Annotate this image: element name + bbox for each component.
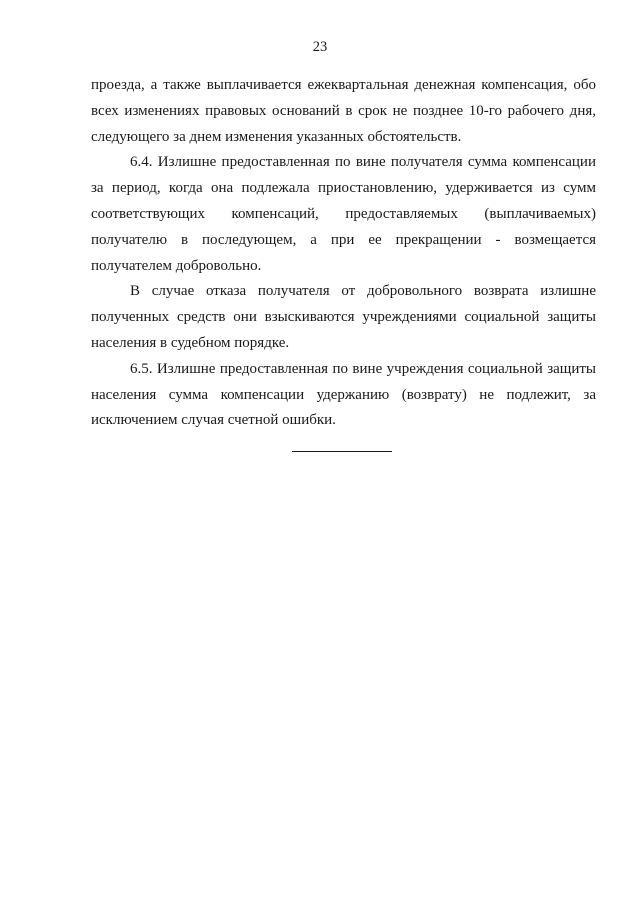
text-line: получателю в последующем, а при ее прекращении - возмещается: [91, 231, 596, 248]
text-line: за период, когда она подлежала приостановлению, удерживается из сумм: [91, 180, 596, 197]
text-line: всех изменениях правовых оснований в срок не позднее 10-го рабочего дня,: [91, 102, 596, 119]
text-line: 6.4. Излишне предоставленная по вине получателя сумма компенсации: [130, 154, 596, 171]
text-line: исключением случая счетной ошибки.: [91, 412, 336, 429]
text-line: 6.5. Излишне предоставленная по вине учреждения социальной защиты: [130, 360, 596, 377]
text-line: соответствующих компенсаций, предоставляемых (выплачиваемых): [91, 205, 596, 222]
text-line: полученных средств они взыскиваются учреждениями социальной защиты: [91, 309, 596, 326]
text-line: населения сумма компенсации удержанию (возврату) не подлежит, за: [91, 386, 596, 403]
text-line: населения в судебном порядке.: [91, 334, 290, 351]
end-of-document-rule: [292, 451, 392, 452]
text-line: следующего за днем изменения указанных обстоятельств.: [91, 128, 462, 145]
text-line: получателем добровольно.: [91, 257, 262, 274]
text-line: проезда, а также выплачивается ежеквартальная денежная компенсация, обо: [91, 77, 596, 93]
text-line: В случае отказа получателя от добровольного возврата излишне: [130, 283, 596, 300]
page-number: 23: [312, 39, 328, 55]
document-body: [91, 73, 596, 434]
